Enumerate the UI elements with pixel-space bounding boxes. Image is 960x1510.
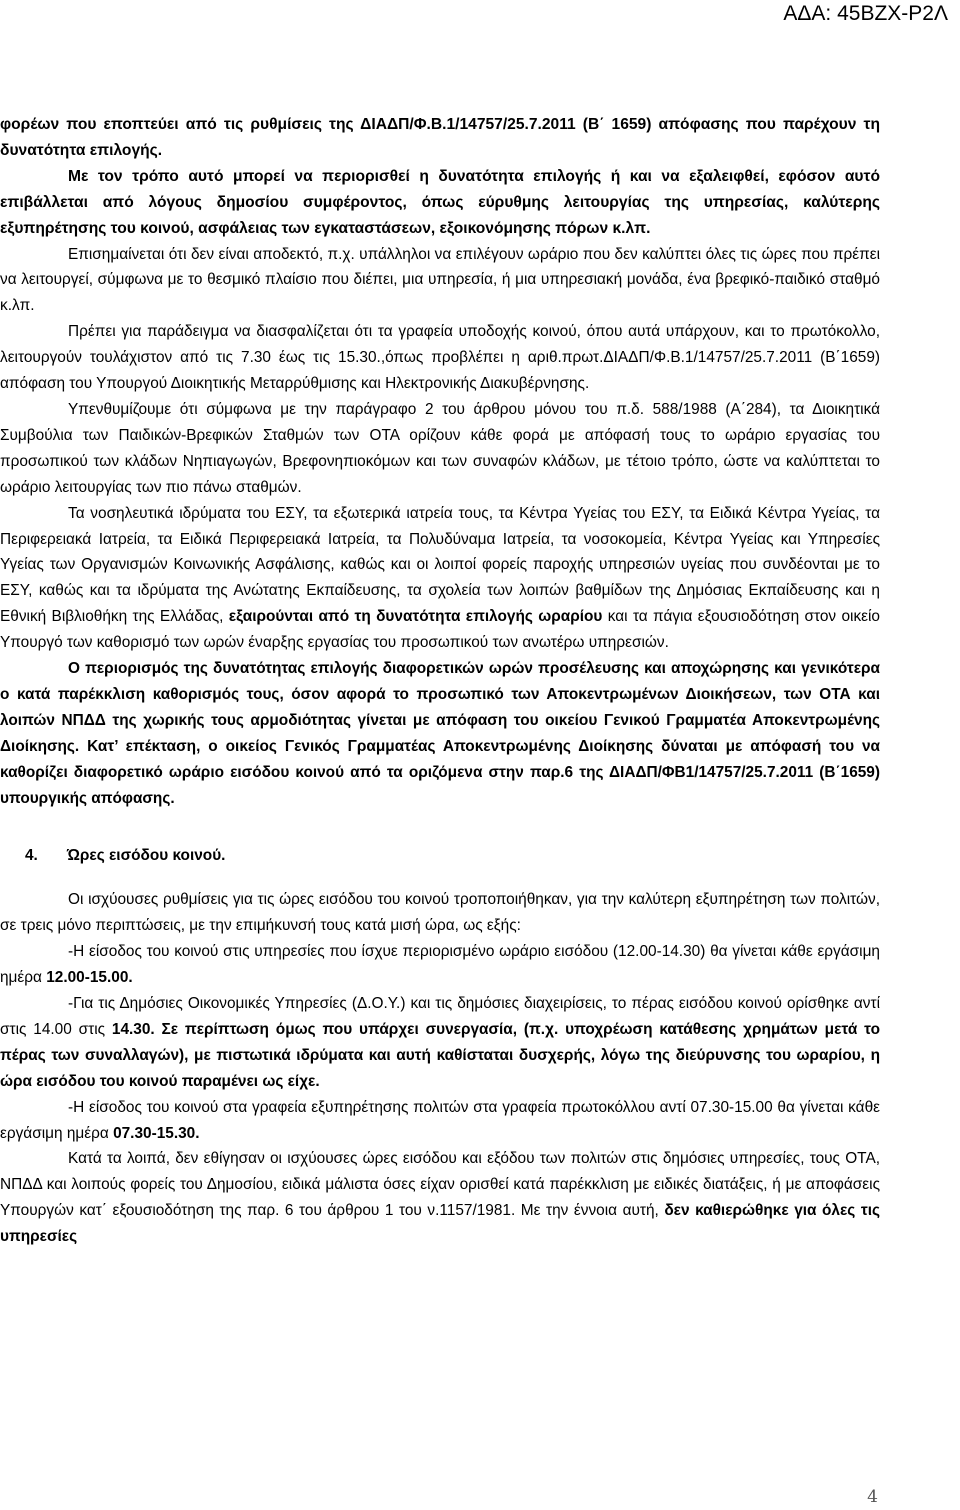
ada-code: ΑΔΑ: 45ΒΖΧ-Ρ2Λ: [783, 2, 948, 25]
paragraph-not-acceptable: Επισημαίνεται ότι δεν είναι αποδεκτό, π.χ. υπάλληλοι να επιλέγουν ωράριο που δεν καλύπτει όλες τις ώρες που πρέπει να λειτουργεί, σύμφωνα με το θεσμικό πλαίσιο που διέπει, μια υπηρεσία, ή μια υπηρεσιακή μονάδα, ένα βρεφικό-παιδικό σταθμό κ.λπ.: [0, 245, 880, 315]
paragraph-restriction: Με τον τρόπο αυτό μπορεί να περιορισθεί η δυνατότητα επιλογής ή και να εξαλειφθεί, εφόσον αυτό επιβάλλεται από λόγους δημοσίου συμφέροντος, όπως εύρυθμης λειτουργίας της υπηρεσίας, καλύτερης εξυπηρέτησης του κοινού, ασφάλειας των εγκαταστάσεων, εξοικονόμησης πόρων κ.λπ.: [0, 167, 880, 237]
paragraph-nursery-stations: Υπενθυμίζουμε ότι σύμφωνα με την παράγραφο 2 του άρθρου μόνου του π.δ. 588/1988 (Α΄284), τα Διοικητικά Συμβούλια των Παιδικών-Βρεφικών Σταθμών των ΟΤΑ ορίζουν κάθε φορά με απόφασή τους το ωράριο εργασίας του προσωπικού των κλάδων Νηπιαγωγών, Βρεφονηπιοκόμων και των συναφών κλάδων, με τέτοιο τρόπο, ώστε να καλύπτεται το ωράριο λειτουργίας των πιο πάνω σταθμών.: [0, 400, 880, 496]
text-kep-bold: 07.30-15.30.: [113, 1124, 200, 1142]
paragraph-health-institutions: [0, 501, 880, 656]
document-body: [0, 112, 880, 1250]
paragraph-entry-hours-intro: Οι ισχύουσες ρυθμίσεις για τις ώρες εισόδου του κοινού τροποποιήθηκαν, για την καλύτερη εξυπηρέτηση των πολιτών, σε τρεις μόνο περιπτώσεις, με την επιμήκυνσή τους κατά μισή ώρα, ως εξής:: [0, 891, 880, 935]
section-number: 4.: [25, 847, 38, 865]
text-limited-pre: -Η είσοδος του κοινού στις υπηρεσίες που ίσχυε περιορισμένο ωράριο εισόδου (12.00-14.30) θα γίνεται κάθε εργάσιμη ημέρα: [0, 943, 880, 987]
page-number: 4: [867, 1487, 878, 1507]
section-title: Ώρες εισόδου κοινού.: [67, 847, 226, 865]
text-health-bold: εξαιρούνται από τη δυνατότητα επιλογής ωραρίου: [228, 608, 603, 626]
paragraph-entry-remaining: [0, 1146, 880, 1250]
paragraph-reception-offices: Πρέπει για παράδειγμα να διασφαλίζεται ότι τα γραφεία υποδοχής κοινού, όπου αυτά υπάρχουν, και το πρωτόκολλο, λειτουργούν τουλάχιστον από τις 7.30 έως τις 15.30.,όπως προβλέπει η αριθ.πρωτ.ΔΙΑΔΠ/Φ.Β.1/14757/25.7.2011 (Β΄1659) απόφαση του Υπουργού Διοικητικής Μεταρρύθμισης και Ηλεκτρονικής Διακυβέρνησης.: [0, 323, 880, 393]
section-heading: [0, 843, 880, 869]
text-remaining-pre: Κατά τα λοιπά, δεν εθίγησαν οι ισχύουσες ώρες εισόδου και εξόδου των πολιτών στις δημόσιες υπηρεσίες, τους ΟΤΑ, ΝΠΔΔ και λοιπούς φορείς του Δημοσίου, ειδικά μάλιστα όσες είχαν ορισθεί κατά παρέκκλιση με ειδικές διατάξεις, ή με αποφάσεις Υπουργών κατ΄ εξουσιοδότηση της παρ. 6 του άρθρου 1 του ν.1157/1981. Με την έννοια αυτή,: [0, 1150, 880, 1220]
text-health-post: και τα πάγια εξουσιοδότηση στον οικείο Υπουργό των καθορισμό των ωρών έναρξης εργασίας του προσωπικού των ανωτέρω υπηρεσιών.: [0, 608, 880, 652]
text-remaining-bold: δεν καθιερώθηκε για όλες τις υπηρεσίες: [0, 1202, 880, 1246]
text-doy-pre: -Για τις Δημόσιες Οικονομικές Υπηρεσίες (Δ.Ο.Υ.) και τις δημόσιες διαχειρίσεις, το πέρας εισόδου κοινού ορίσθηκε αντί στις 14.00 στις: [0, 995, 880, 1038]
text-health-pre: Τα νοσηλευτικά ιδρύματα του ΕΣΥ, τα εξωτερικά ιατρεία τους, τα Κέντρα Υγείας του ΕΣΥ, τα Ειδικά Κέντρα Υγείας, τα Περιφερειακά Ιατρεία, τα Ειδικά Περιφερειακά Ιατρεία, τα Πολυδύναμα Ιατρεία, τα νοσοκομεία, Κέντρα Υγείας και Υπηρεσίες Υγείας των Οργανισμών Κοινωνικής Ασφάλισης, καθώς και οι λοιποί φορείς παροχής υπηρεσιών υγείας που συνδέονται με το ΕΣΥ, καθώς και τα ιδρύματα της Ανώτατης Εκπαίδευσης, τα σχολεία των λοιπών βαθμίδων της Δημόσιας Εκπαίδευσης και η Εθνική Βιβλιοθήκη της Ελλάδας,: [0, 504, 880, 626]
text-doy-bold: 14.30. Σε περίπτωση όμως που υπάρχει συνεργασία, (π.χ. υποχρέωση κατάθεσης χρημάτων μετά το πέρας των συναλλαγών), με πιστωτικά ιδρύματα και αυτή καθίσταται δυσχερής, λόγω της διεύρυνσης του ωραρίου, η ώρα εισόδου του κοινού παραμένει ως είχε.: [0, 1020, 880, 1090]
paragraph-entry-limited: [0, 939, 880, 991]
text-kep-pre: -Η είσοδος του κοινού στα γραφεία εξυπηρέτησης πολιτών στα γραφεία πρωτοκόλλου αντί 07.30-15.00 θα γίνεται κάθε εργάσιμη ημέρα: [0, 1098, 880, 1142]
paragraph-intro: φορέων που εποπτεύει από τις ρυθμίσεις της ΔΙΑΔΠ/Φ.Β.1/14757/25.7.2011 (Β΄ 1659) απόφασης που παρέχουν τη δυνατότητα επιλογής.: [0, 116, 880, 159]
paragraph-decentralized-administration: Ο περιορισμός της δυνατότητας επιλογής διαφορετικών ωρών προσέλευσης και αποχώρησης και γενικότερα ο κατά παρέκκλιση καθορισμός τους, όσον αφορά το προσωπικό των Αποκεντρωμένων Διοικήσεων, των ΟΤΑ και λοιπών ΝΠΔΔ της χωρικής τους αρμοδιότητας γίνεται με απόφαση του οικείου Γενικού Γραμματέα Αποκεντρωμένης Διοίκησης. Κατ’ επέκταση, ο οικείος Γενικός Γραμματέας Αποκεντρωμένης Διοίκησης δύναται με απόφασή του να καθορίζει διαφορετικό ωράριο εισόδου κοινού από τα οριζόμενα στην παρ.6 της ΔΙΑΔΠ/ΦΒ1/14757/25.7.2011 (Β΄1659) υπουργικής απόφασης.: [0, 660, 880, 807]
paragraph-entry-doy: [0, 991, 880, 1095]
paragraph-entry-kep: [0, 1095, 880, 1147]
text-limited-bold: 12.00-15.00.: [46, 969, 133, 987]
